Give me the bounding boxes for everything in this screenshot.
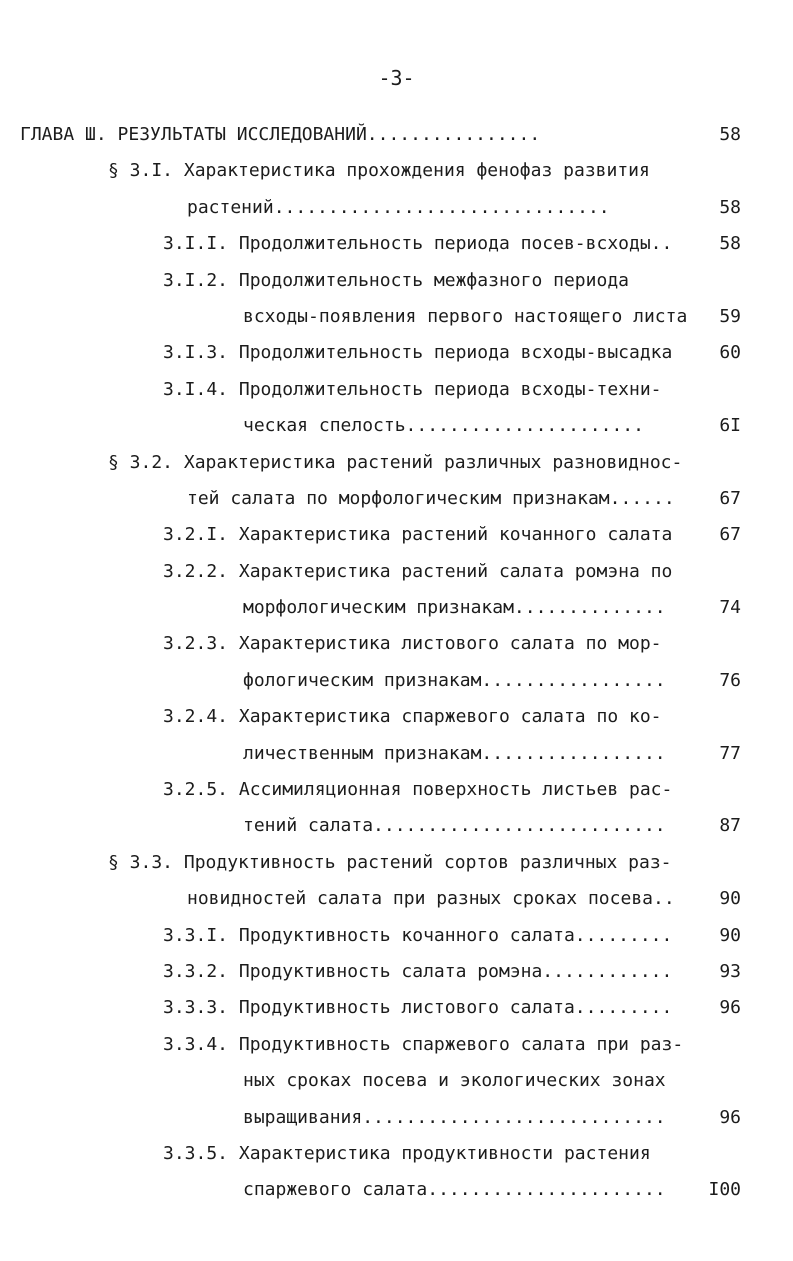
toc-entry	[0, 1172, 793, 1208]
toc-entry-text: 3.I.4. Продолжительность периода всходы-техни-	[163, 378, 662, 400]
toc-entry	[0, 117, 793, 153]
toc-entry	[0, 990, 793, 1026]
toc-entry	[0, 153, 793, 189]
toc-entry	[0, 881, 793, 917]
toc-entry-page: 58	[719, 124, 741, 145]
toc-entry	[0, 445, 793, 481]
toc-entry	[0, 1027, 793, 1063]
toc-entry-text: тей салата по морфологическим признакам......	[187, 487, 675, 509]
toc-entry	[0, 263, 793, 299]
toc-entry-page: 77	[719, 742, 741, 764]
toc-entry-text: 3.2.2. Характеристика растений салата ромэна по	[163, 560, 673, 582]
toc-entry-page: 93	[719, 960, 741, 982]
toc-entry	[0, 408, 793, 444]
toc-entry	[0, 808, 793, 844]
toc-entry-text: 3.2.3. Характеристика листового салата по мор-	[163, 633, 662, 655]
toc-entry-page: 58	[719, 196, 741, 218]
table-of-contents	[0, 117, 793, 1209]
toc-entry-text: 3.I.2. Продолжительность межфазного периода	[163, 269, 629, 291]
toc-entry-page: I00	[708, 1179, 741, 1201]
toc-entry	[0, 226, 793, 262]
toc-entry-text: 3.3.3. Продуктивность листового салата.........	[163, 997, 673, 1019]
toc-entry-text: растений...............................	[187, 196, 610, 218]
toc-entry	[0, 663, 793, 699]
toc-entry-page: 74	[719, 597, 741, 619]
toc-entry-text: § 3.I. Характеристика прохождения фенофаз развития	[108, 160, 650, 182]
toc-entry-page: 76	[719, 669, 741, 691]
toc-entry-page: 59	[719, 305, 741, 327]
toc-entry-text: личественным признакам.................	[243, 742, 666, 764]
toc-entry-text: выращивания............................	[243, 1106, 666, 1128]
toc-entry-text: спаржевого салата......................	[243, 1179, 666, 1201]
toc-entry-text: 3.2.4. Характеристика спаржевого салата по ко-	[163, 706, 662, 728]
toc-entry-page: 96	[719, 1106, 741, 1128]
toc-entry	[0, 626, 793, 662]
toc-entry-text: 3.3.4. Продуктивность спаржевого салата при раз-	[163, 1033, 684, 1055]
toc-entry	[0, 335, 793, 371]
toc-entry-text: 3.2.I. Характеристика растений кочанного салата	[163, 524, 673, 546]
toc-entry-page: 67	[719, 524, 741, 546]
toc-entry-text: ГЛАВА Ш. РЕЗУЛЬТАТЫ ИССЛЕДОВАНИЙ................	[20, 124, 541, 145]
toc-entry-text: 3.2.5. Ассимиляционная поверхность листьев рас-	[163, 779, 673, 801]
toc-entry-page: 6I	[719, 415, 741, 437]
toc-entry-page: 58	[719, 233, 741, 255]
toc-entry	[0, 372, 793, 408]
toc-entry-text: ческая спелость......................	[243, 415, 644, 437]
toc-entry	[0, 772, 793, 808]
toc-entry	[0, 554, 793, 590]
toc-entry-text: 3.I.I. Продолжительность периода посев-всходы..	[163, 233, 673, 255]
toc-entry-text: § 3.2. Характеристика растений различных разновиднос-	[108, 451, 683, 473]
toc-entry	[0, 190, 793, 226]
toc-entry	[0, 699, 793, 735]
toc-entry-text: 3.3.I. Продуктивность кочанного салата.........	[163, 924, 673, 946]
toc-entry-text: § 3.3. Продуктивность растений сортов различных раз-	[108, 851, 672, 873]
toc-entry	[0, 1063, 793, 1099]
toc-entry	[0, 736, 793, 772]
toc-entry	[0, 590, 793, 626]
toc-entry-page: 67	[719, 487, 741, 509]
toc-entry	[0, 845, 793, 881]
toc-entry-text: 3.I.3. Продолжительность периода всходы-высадка	[163, 342, 673, 364]
toc-entry	[0, 299, 793, 335]
toc-entry-page: 87	[719, 815, 741, 837]
toc-entry-text: фологическим признакам.................	[243, 669, 666, 691]
toc-entry-text: всходы-появления первого настоящего листа	[243, 305, 688, 327]
toc-entry-text: 3.3.5. Характеристика продуктивности растения	[163, 1142, 651, 1164]
toc-entry	[0, 517, 793, 553]
toc-entry-text: ных сроках посева и экологических зонах	[243, 1070, 666, 1092]
toc-entry-text: морфологическим признакам..............	[243, 597, 666, 619]
toc-entry	[0, 918, 793, 954]
page-number: -3-	[378, 66, 415, 90]
toc-entry-page: 60	[719, 342, 741, 364]
toc-entry-page: 96	[719, 997, 741, 1019]
toc-entry	[0, 1100, 793, 1136]
toc-entry	[0, 1136, 793, 1172]
toc-entry-page: 90	[719, 924, 741, 946]
toc-entry-text: тений салата...........................	[243, 815, 666, 837]
toc-entry-text: 3.3.2. Продуктивность салата ромэна............	[163, 960, 673, 982]
toc-entry-text: новидностей салата при разных сроках посева..	[187, 888, 675, 910]
toc-entry	[0, 954, 793, 990]
toc-entry	[0, 481, 793, 517]
toc-entry-page: 90	[719, 888, 741, 910]
